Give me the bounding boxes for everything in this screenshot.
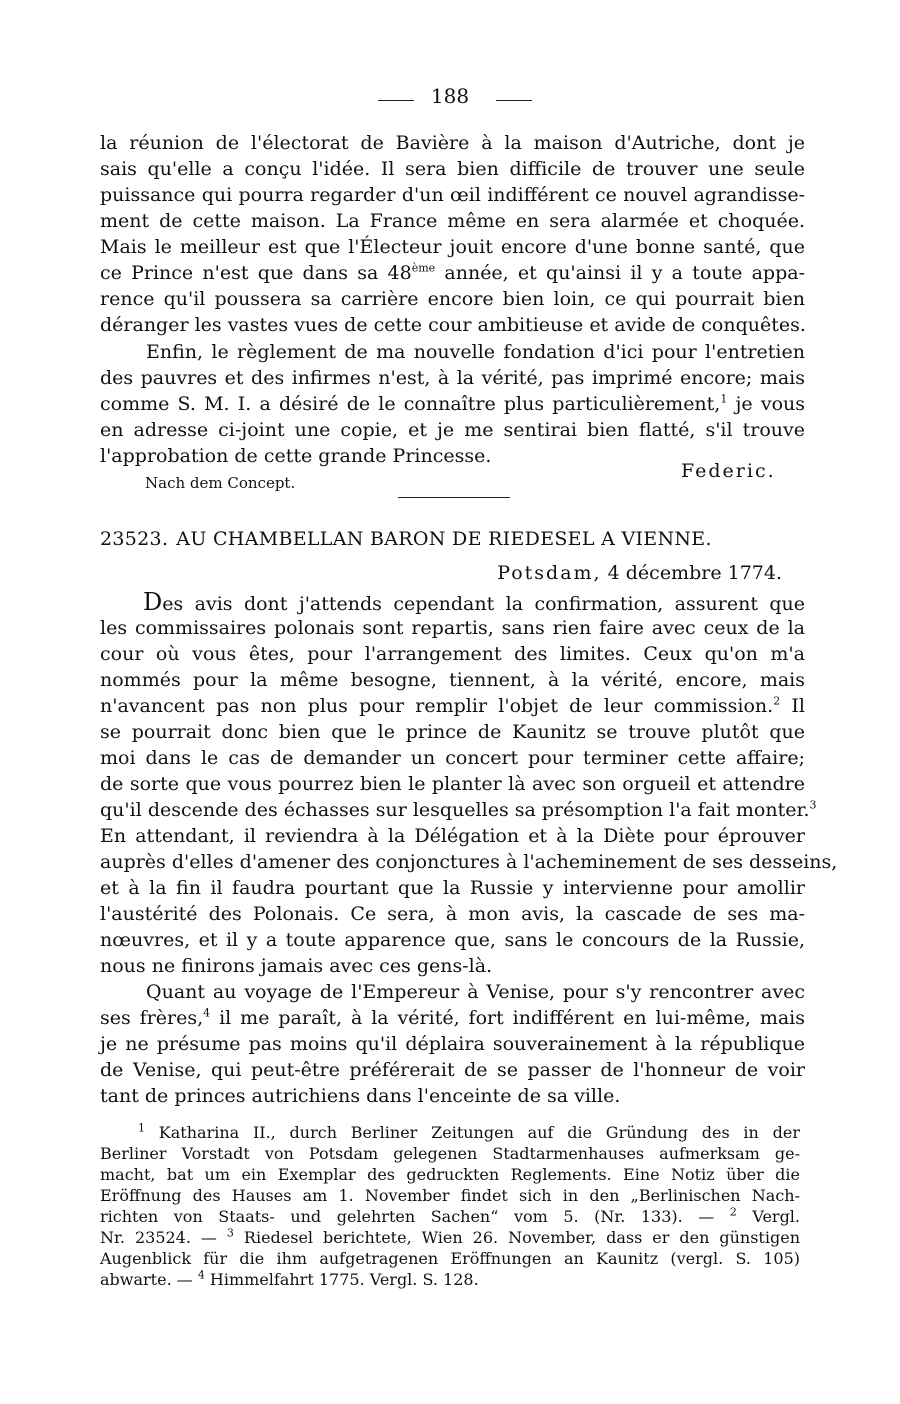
text-line: Des avis dont j'attends cependant la confirmation, assurent que (143, 588, 805, 616)
text-line: des pauvres et des infirmes n'est, à la vérité, pas imprimé encore; mais (100, 367, 805, 389)
footnote-line: abwarte. — $^4$ Himmelfahrt 1775. Vergl. S. 128. (100, 1268, 479, 1289)
letter-number: 23523. (100, 528, 169, 550)
text-line: comme S. M. I. a désiré de le connaître plus particulièrement,$^1$ je vous (100, 392, 806, 415)
text-line: et à la fin il faudra pourtant que la Russie y intervienne pour amollir (100, 877, 805, 899)
text-line: cour où vous êtes, pour l'arrangement des limites. Ceux qu'on m'a (100, 643, 805, 665)
text-line: ses frères,$^4$ il me paraît, à la vérité, fort indifférent en lui-même, mais (100, 1006, 805, 1029)
text-line: déranger les vastes vues de cette cour ambitieuse et avide de conquêtes. (100, 314, 806, 336)
text-line: ce Prince n'est que dans sa 48ème année, et qu'ainsi il y a toute appa- (100, 261, 806, 284)
text-line: n'avancent pas non plus pour remplir l'objet de leur commission.$^2$ Il (100, 694, 806, 717)
text-line: qu'il descende des échasses sur lesquelles sa présomption l'a fait monter.$^3$ (100, 798, 817, 821)
text-line: les commissaires polonais sont repartis, sans rien faire avec ceux de la (100, 617, 805, 639)
text-line: Quant au voyage de l'Empereur à Venise, pour s'y rencontrer avec (146, 981, 805, 1003)
letter-heading (100, 527, 712, 551)
letter-dateline (497, 561, 782, 585)
text-line: Mais le meilleur est que l'Électeur jouit encore d'une bonne santé, que (100, 236, 805, 258)
text-line: tant de princes autrichiens dans l'enceinte de sa ville. (100, 1085, 621, 1107)
text-line: l'austérité des Polonais. Ce sera, à mon avis, la cascade de ses ma- (100, 903, 805, 925)
text-line: en adresse ci-joint une copie, et je me sentirai bien flatté, s'il trouve (100, 419, 805, 441)
text-line: En attendant, il reviendra à la Délégation et à la Diète pour éprouver (100, 825, 805, 847)
text-line: Enfin, le règlement de ma nouvelle fondation d'ici pour l'entretien (146, 341, 805, 363)
letter-title: AU CHAMBELLAN BARON DE RIEDESEL A VIENNE. (176, 528, 712, 550)
text-line: de sorte que vous pourrez bien le planter là avec son orgueil et attendre (100, 773, 805, 795)
footnote-line: Berliner Vorstadt von Potsdam gelegenen Stadtarmenhauses aufmerksam ge- (100, 1144, 800, 1163)
header-rule-right (496, 100, 532, 101)
footnote-line: Nr. 23524. — $^3$ Riedesel berichtete, Wien 26. November, dass er den günstigen (100, 1226, 800, 1247)
text-line: se pourrait donc bien que le prince de Kaunitz se trouve plutôt que (100, 721, 805, 743)
footnote-line: Augenblick für die ihm aufgetragenen Eröffnungen an Kaunitz (vergl. S. 105) (100, 1249, 800, 1268)
page-number: 188 (430, 84, 470, 108)
source-note: Nach dem Concept. (145, 474, 296, 492)
text-line: sais qu'elle a conçu l'idée. Il sera bien difficile de trouver une seule (100, 158, 805, 180)
drop-cap: D (143, 588, 163, 616)
text-line: ment de cette maison. La France même en sera alarmée et choquée. (100, 210, 805, 232)
text-line: auprès d'elles d'amener des conjonctures à l'acheminement de ses desseins, (100, 851, 838, 873)
text-line: nous ne finirons jamais avec ces gens-là. (100, 955, 493, 977)
text-line: nœuvres, et il y a toute apparence que, sans le concours de la Russie, (100, 929, 805, 951)
text-line: puissance qui pourra regarder d'un œil indifférent ce nouvel agrandisse- (100, 184, 805, 206)
text-line: rence qu'il poussera sa carrière encore bien loin, ce qui pourrait bien (100, 288, 805, 310)
footnote-line: macht, bat um ein Exemplar des gedruckten Reglements. Eine Notiz über die (100, 1165, 800, 1184)
footnote-line: $^1$ Katharina II., durch Berliner Zeitungen auf die Gründung des in der (138, 1121, 800, 1142)
text-line: nommés pour la même besogne, tiennent, à la vérité, encore, mais (100, 669, 805, 691)
section-divider (398, 497, 510, 498)
text-line: la réunion de l'électorat de Bavière à la maison d'Autriche, dont je (100, 132, 805, 154)
text-line: de Venise, qui peut-être préférerait de se passer de l'honneur de voir (100, 1059, 805, 1081)
letter-date: 4 décembre 1774. (607, 562, 782, 584)
text-line: l'approbation de cette grande Princesse. (100, 445, 492, 467)
footnote-line: Eröffnung des Hauses am 1. November findet sich in den „Berlinischen Nach- (100, 1186, 800, 1205)
text-line: je ne présume pas moins qu'il déplaira souverainement à la république (100, 1033, 805, 1055)
footnote-line: richten von Staats- und gelehrten Sachen“ vom 5. (Nr. 133). — $^2$ Vergl. (100, 1205, 801, 1226)
signature: Federic. (681, 460, 776, 482)
letter-place: Potsdam, (497, 562, 602, 584)
text-line: moi dans le cas de demander un concert pour terminer cette affaire; (100, 747, 805, 769)
